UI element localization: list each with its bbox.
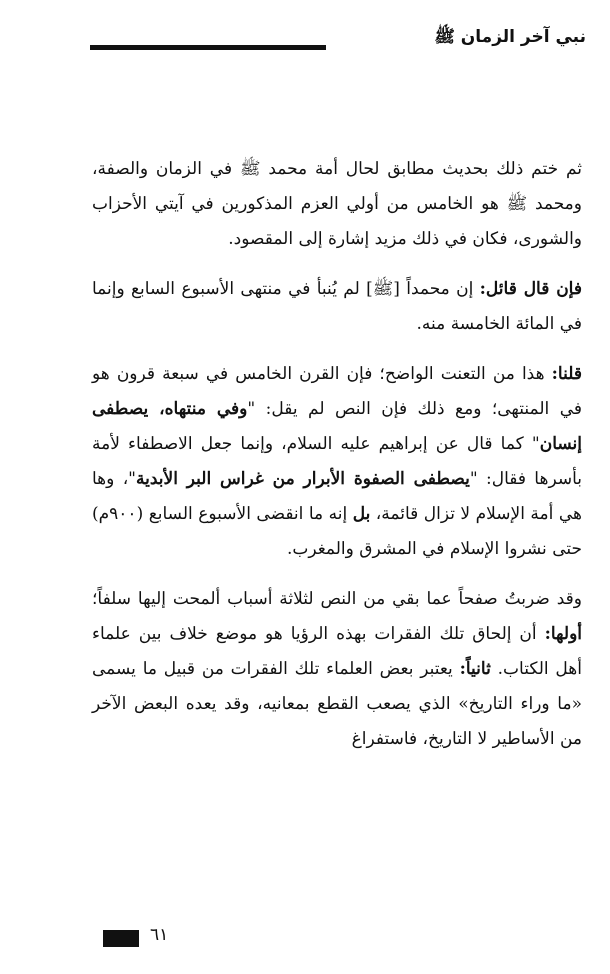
- paragraph-1: [92, 152, 582, 257]
- header-title: نبي آخر الزمان ﷺ: [434, 27, 586, 47]
- answer-lead: قلنا:: [551, 364, 582, 384]
- running-header: [90, 26, 600, 56]
- paragraph-text: ثم ختم ذلك بحديث مطابق لحال أمة محمد ﷺ في الزمان والصفة، ومحمد ﷺ هو الخامس من أولي العزم المذكورين في آيتي الأحزاب والشورى، فكان في ذلك مزيد إشارة إلى المقصود.: [92, 159, 582, 249]
- paragraph-text: "، وها هي أمة الإسلام لا تزال قائمة،: [92, 469, 582, 524]
- paragraph-3: [92, 357, 582, 567]
- quote-bold: يصطفى الصفوة الأبرار من غراس البر الأبدية: [136, 469, 470, 489]
- paragraph-text: هذا من التعنت الواضح؛ فإن القرن الخامس في سبعة قرون هو في المنتهى؛ ومع ذلك فإن النص لم يقل: ": [92, 364, 582, 419]
- point-second-label: ثانياً:: [459, 659, 491, 679]
- paragraph-text: يعتبر بعض العلماء تلك الفقرات من قبيل ما يسمى «ما وراء التاريخ» الذي يصعب القطع بمعانيه، وقد يعده البعض الآخر من الأساطير لا التاريخ، فاستفراغ: [92, 659, 582, 749]
- page-number: ٦١: [150, 925, 169, 945]
- body-text: [92, 152, 582, 757]
- paragraph-4: [92, 582, 582, 757]
- header-rule: [90, 45, 326, 50]
- paragraph-text: إن محمداً [ﷺ] لم يُنبأ في منتهى الأسبوع السابع وإنما في المائة الخامسة منه.: [92, 279, 582, 334]
- quote-bold: وفي منتهاه، يصطفى إنسان: [92, 399, 582, 454]
- paragraph-text: وقد ضربتُ صفحاً عما بقي من النص لثلاثة أسباب ألمحت إليها سلفاً؛: [92, 589, 582, 609]
- paragraph-text: إنه ما انقضى الأسبوع السابع (٩٠٠م) حتى نشروا الإسلام في المشرق والمغرب.: [92, 504, 582, 559]
- paragraph-2: [92, 272, 582, 342]
- paragraph-text: أن إلحاق تلك الفقرات بهذه الرؤيا هو موضع خلاف بين علماء أهل الكتاب.: [92, 624, 582, 679]
- point-first-label: أولها:: [544, 624, 582, 644]
- footer-bar: [103, 930, 139, 947]
- emphasis-bold: بل: [352, 504, 371, 524]
- paragraph-text: " كما قال عن إبراهيم عليه السلام، وإنما جعل الاصطفاء لأمة بأسرها فقال: ": [92, 434, 582, 489]
- question-lead: فإن قال قائل:: [479, 279, 582, 299]
